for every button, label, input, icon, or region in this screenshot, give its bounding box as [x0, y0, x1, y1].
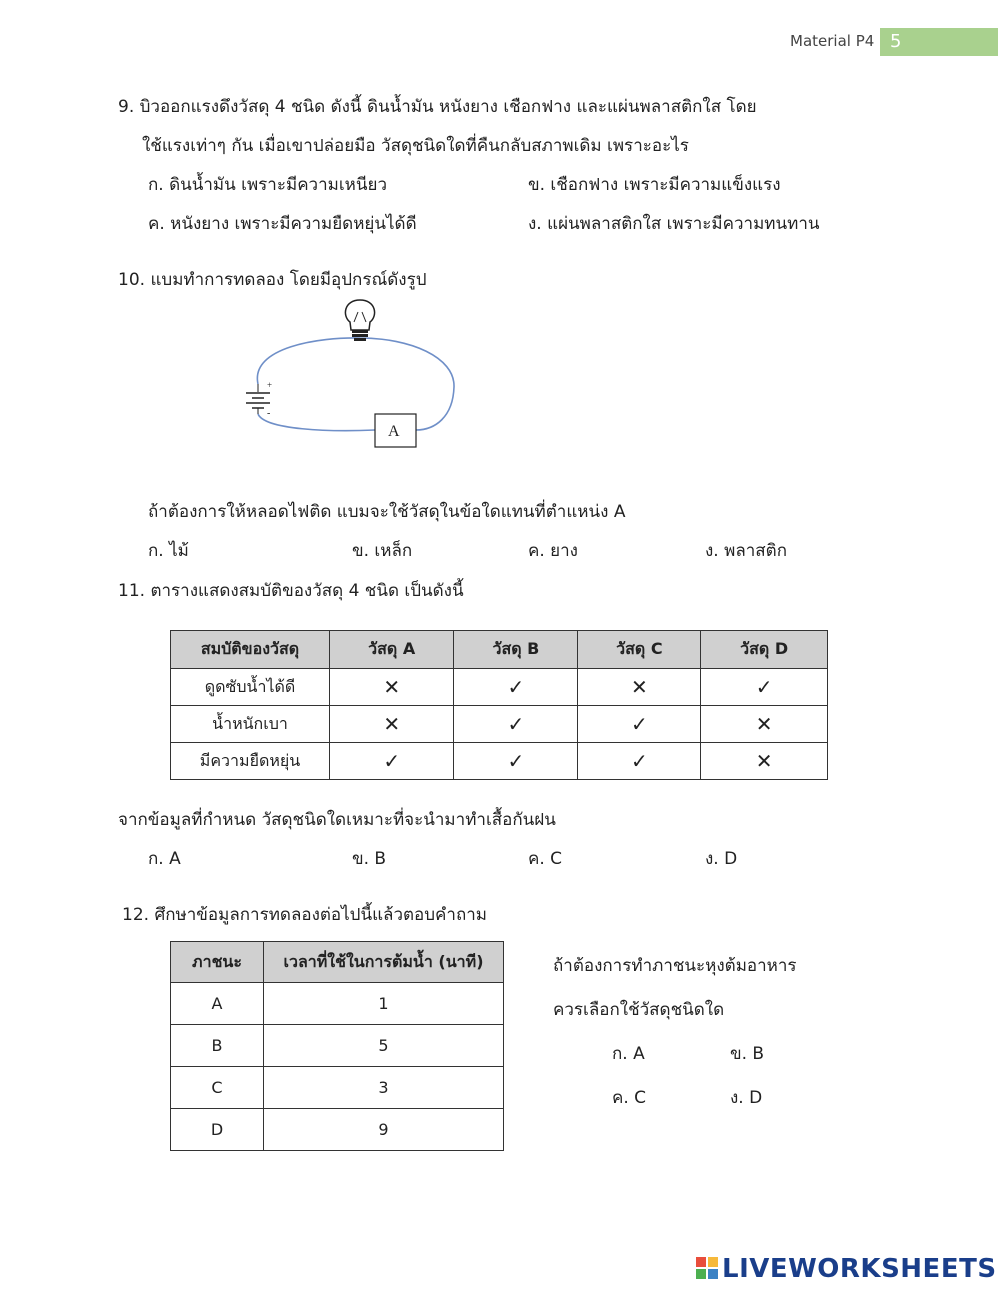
q12-line1: 12. ศึกษาข้อมูลการทดลองต่อไปนี้แล้วตอบคำถาม — [122, 905, 488, 925]
table-row — [171, 743, 828, 780]
q10-choice-b[interactable]: ข. เหล็ก — [352, 541, 413, 561]
q11-choice-d[interactable]: ง. D — [705, 849, 738, 869]
table-header: วัสดุ D — [701, 631, 828, 669]
q11-line1: 11. ตารางแสดงสมบัติของวัสดุ 4 ชนิด เป็นดังนี้ — [118, 581, 464, 601]
table-cell: มีความยืดหยุ่น — [171, 743, 330, 780]
liveworksheets-logo-icon — [696, 1257, 718, 1279]
check-mark-icon: ✓ — [330, 743, 454, 780]
q10-question: ถ้าต้องการให้หลอดไฟติด แบมจะใช้วัสดุในข้อใดแทนที่ตำแหน่ง A — [148, 502, 626, 522]
q12-choice-a[interactable]: ก. A — [612, 1044, 645, 1064]
table-cell: A — [171, 983, 264, 1025]
cross-mark-icon: ✕ — [701, 706, 828, 743]
check-mark-icon: ✓ — [454, 706, 578, 743]
table-row — [171, 1067, 504, 1109]
check-mark-icon: ✓ — [701, 669, 828, 706]
table-header: ภาชนะ — [171, 942, 264, 983]
q9-choice-c[interactable]: ค. หนังยาง เพราะมีความยืดหยุ่นได้ดี — [148, 214, 417, 234]
cross-mark-icon: ✕ — [330, 706, 454, 743]
q9-line2: ใช้แรงเท่าๆ กัน เมื่อเขาปล่อยมือ วัสดุชนิดใดที่คืนกลับสภาพเดิม เพราะอะไร — [142, 136, 689, 156]
q12-question-line2: ควรเลือกใช้วัสดุชนิดใด — [553, 1000, 725, 1020]
q9-choice-b[interactable]: ข. เชือกฟาง เพราะมีความแข็งแรง — [528, 175, 781, 195]
table-cell: ดูดซับน้ำได้ดี — [171, 669, 330, 706]
cross-mark-icon: ✕ — [578, 669, 701, 706]
table-row — [171, 669, 828, 706]
q12-boiling-table — [170, 941, 504, 1151]
table-header: วัสดุ B — [454, 631, 578, 669]
q11-properties-table — [170, 630, 828, 780]
circuit-diagram — [230, 292, 470, 462]
table-row — [171, 1109, 504, 1151]
table-header-row — [171, 631, 828, 669]
q9-line1: 9. บิวออกแรงดึงวัสดุ 4 ชนิด ดังนี้ ดินน้ำมัน หนังยาง เชือกฟาง และแผ่นพลาสติกใส โดย — [118, 97, 757, 117]
cross-mark-icon: ✕ — [701, 743, 828, 780]
table-header: สมบัติของวัสดุ — [171, 631, 330, 669]
table-row — [171, 706, 828, 743]
q10-choice-a[interactable]: ก. ไม้ — [148, 541, 189, 561]
circuit-wire-bottom — [258, 414, 375, 431]
light-bulb-icon — [345, 300, 374, 341]
table-cell: น้ำหนักเบา — [171, 706, 330, 743]
table-header: วัสดุ A — [330, 631, 454, 669]
table-cell: 3 — [264, 1067, 504, 1109]
circuit-wire-top — [257, 338, 454, 430]
table-header: วัสดุ C — [578, 631, 701, 669]
table-header: เวลาที่ใช้ในการต้มน้ำ (นาที) — [264, 942, 504, 983]
q12-choice-d[interactable]: ง. D — [730, 1088, 763, 1108]
check-mark-icon: ✓ — [454, 669, 578, 706]
q11-choice-b[interactable]: ข. B — [352, 849, 387, 869]
q9-choice-a[interactable]: ก. ดินน้ำมัน เพราะมีความเหนียว — [148, 175, 388, 195]
header-title: Material P4 — [790, 32, 875, 50]
table-cell: C — [171, 1067, 264, 1109]
cross-mark-icon: ✕ — [330, 669, 454, 706]
table-cell: 5 — [264, 1025, 504, 1067]
battery-plus: + — [267, 380, 273, 390]
liveworksheets-logo — [696, 1254, 997, 1284]
table-header-row — [171, 942, 504, 983]
logo-text: LIVEWORKSHEETS — [722, 1254, 997, 1284]
q12-question-line1: ถ้าต้องการทำภาชนะหุงต้มอาหาร — [553, 956, 797, 976]
page-number: 5 — [880, 28, 998, 56]
table-cell: B — [171, 1025, 264, 1067]
check-mark-icon: ✓ — [578, 706, 701, 743]
battery-minus: - — [267, 408, 271, 419]
q10-choice-c[interactable]: ค. ยาง — [528, 541, 578, 561]
table-cell: D — [171, 1109, 264, 1151]
table-row — [171, 1025, 504, 1067]
q10-choice-d[interactable]: ง. พลาสติก — [705, 541, 787, 561]
q11-question: จากข้อมูลที่กำหนด วัสดุชนิดใดเหมาะที่จะนำมาทำเสื้อกันฝน — [118, 810, 556, 830]
table-cell: 1 — [264, 983, 504, 1025]
check-mark-icon: ✓ — [578, 743, 701, 780]
q11-choice-a[interactable]: ก. A — [148, 849, 181, 869]
q12-choice-c[interactable]: ค. C — [612, 1088, 647, 1108]
position-a-label: A — [388, 423, 400, 440]
q10-line1: 10. แบมทำการทดลอง โดยมีอุปกรณ์ดังรูป — [118, 270, 427, 290]
table-row — [171, 983, 504, 1025]
q9-choice-d[interactable]: ง. แผ่นพลาสติกใส เพราะมีความทนทาน — [528, 214, 820, 234]
check-mark-icon: ✓ — [454, 743, 578, 780]
q11-choice-c[interactable]: ค. C — [528, 849, 563, 869]
table-cell: 9 — [264, 1109, 504, 1151]
q12-choice-b[interactable]: ข. B — [730, 1044, 765, 1064]
